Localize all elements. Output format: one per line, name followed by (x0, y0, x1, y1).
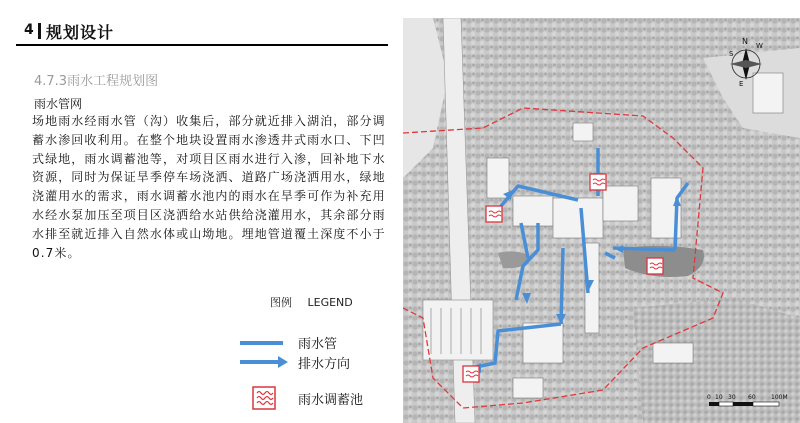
section-number: 4 (24, 22, 34, 38)
section-title: 4.7.3雨水工程规划图 (34, 74, 159, 89)
legend-item-pool: 雨水调蓄池 (298, 393, 364, 408)
scale-tick-60: 60 (748, 394, 756, 401)
compass-w: W (756, 42, 763, 50)
legend-label-en: LEGEND (307, 296, 353, 309)
body-paragraph: 场地雨水经雨水管（沟）收集后，部分就近排入湖泊，部分调蓄水渗回收利用。在整个地块设置雨水渗透井式雨水口、下凹式绿地，雨水调蓄池等，对项目区雨水进行入渗，回补地下水资源，同时为保证旱季停车场浇洒、道路广场浇洒用水，绿地浇灌用水的需求，雨水调蓄水池内的雨水在旱季可作为补充用水经水泵加压至项目区浇洒给水站供给浇灌用水，其余部分雨水排至就近排入自然水体或山坳地。埋地管道覆土深度不小于0.7米。 (32, 114, 386, 260)
subsection-title: 雨水管网 (34, 97, 83, 111)
parking-lot (423, 300, 493, 360)
scale-tick-30: 30 (728, 394, 736, 401)
compass-s: S (729, 50, 734, 58)
legend-label-cn: 图例 (270, 296, 292, 309)
arrow-icon (240, 356, 288, 368)
compass-n: N (742, 37, 748, 46)
scale-tick-0: 0 (707, 394, 711, 401)
scale-bar (707, 394, 788, 406)
wave-box-icon (253, 387, 275, 409)
legend-item-pipe: 雨水管 (298, 337, 338, 352)
legend-item-arrow: 排水方向 (298, 357, 351, 372)
site-plan-map (403, 18, 800, 423)
compass-e: E (739, 80, 744, 88)
scale-tick-100: 100M (771, 394, 788, 401)
page-title: 规划设计 (46, 23, 115, 42)
legend-icons (0, 0, 300, 423)
scale-tick-10: 10 (715, 394, 723, 401)
